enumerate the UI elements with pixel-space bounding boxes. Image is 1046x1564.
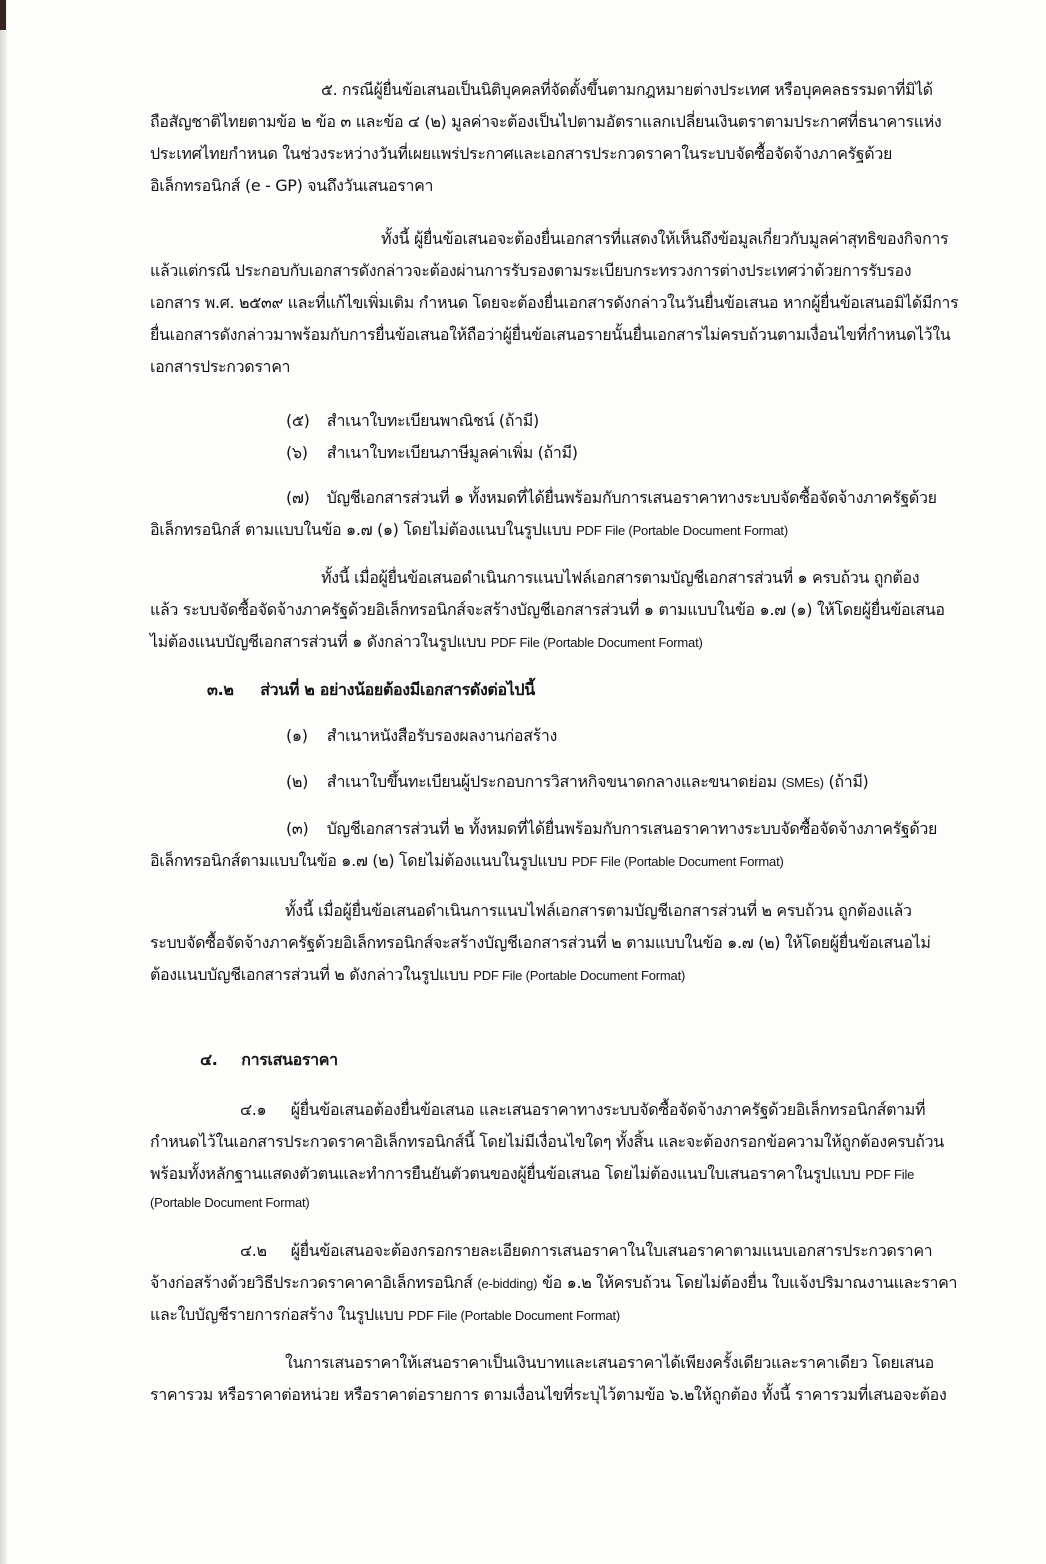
- part1-item-5-text: สำเนาใบทะเบียนพาณิชน์ (ถ้ามี): [326, 411, 539, 430]
- part2-note-line-1: ทั้งนี้ เมื่อผู้ยื่นข้อเสนอดำเนินการแนบไฟล์เอกสารตามบัญชีเอกสารส่วนที่ ๒ ครบถ้วน ถูกต้องแล้ว: [285, 901, 912, 920]
- clause-4-1-line-3: [150, 1163, 914, 1186]
- section5-note-line-2: แล้วแต่กรณี ประกอบกับเอกสารดังกล่าวจะต้องผ่านการรับรองตามระเบียบกระทรวงการต่างประเทศว่าด้วยการรับรอง: [150, 261, 912, 280]
- part2-item-2-num: (๒): [286, 772, 308, 791]
- part2-item-2: [286, 771, 868, 794]
- part2-item-3-text: บัญชีเอกสารส่วนที่ ๒ ทั้งหมดที่ได้ยื่นพร้อมกับการเสนอราคาทางระบบจัดซื้อจัดจ้างภาครัฐด้วย: [326, 819, 938, 838]
- clause-4-1-line-2: กำหนดไว้ในเอกสารประกวดราคาอิเล็กทรอนิกส์นี้ โดยไม่มีเงื่อนไขใดๆ ทั้งสิ้น และจะต้องกรอกข้อความให้ถูกต้องครบถ้วน: [150, 1132, 944, 1151]
- pricing-note-line-2: ราคารวม หรือราคาต่อหน่วย หรือราคาต่อรายการ ตามเงื่อนไขที่ระบุไว้ตามข้อ ๖.๒ให้ถูกต้อง ทั้งนี้ ราคารวมที่เสนอจะต้อง: [150, 1385, 947, 1404]
- clause-4-1-line-3-thai: พร้อมทั้งหลักฐานแสดงตัวตนและทำการยืนยันตัวตนของผู้ยื่นข้อเสนอ โดยไม่ต้องแนบใบเสนอราคาในรูปแบบ: [150, 1164, 861, 1183]
- section4-heading: [200, 1049, 338, 1071]
- part2-heading-text: ส่วนที่ ๒ อย่างน้อยต้องมีเอกสารดังต่อไปนี้: [260, 680, 535, 699]
- part2-item-1-num: (๑): [286, 726, 308, 745]
- part1-note-line-3: [150, 631, 703, 654]
- clause-4-1-line-1: [240, 1099, 925, 1121]
- section5-note-line-4: ยื่นเอกสารดังกล่าวมาพร้อมกับการยื่นข้อเสนอให้ถือว่าผู้ยื่นข้อเสนอรายนั้นยื่นเอกสารไม่ครบถ้วนตามเงื่อนไขที่กำหนดไว้ใน: [150, 325, 951, 344]
- section5-line-2: ถือสัญชาติไทยตามข้อ ๒ ข้อ ๓ และข้อ ๔ (๒) มูลค่าจะต้องเป็นไปตามอัตราแลกเปลี่ยนเงินตราตามประกาศที่ธนาคารแห่ง: [150, 112, 942, 131]
- part1-item-5-num: (๕): [286, 411, 310, 430]
- pricing-note-line-1: ในการเสนอราคาให้เสนอราคาเป็นเงินบาทและเสนอราคาได้เพียงครั้งเดียวและราคาเดียว โดยเสนอ: [285, 1353, 934, 1372]
- clause-4-2-line-3-latin: PDF File (Portable Document Format): [408, 1308, 621, 1323]
- clause-4-2-line-3: [150, 1304, 620, 1327]
- part2-heading: [207, 679, 535, 701]
- part1-note-line-3-thai: ไม่ต้องแนบบัญชีเอกสารส่วนที่ ๑ ดังกล่าวในรูปแบบ: [150, 632, 486, 651]
- part2-item-1: [286, 725, 557, 747]
- clause-4-1-num: ๔.๑: [240, 1100, 267, 1119]
- clause-4-2-line-3-thai: และใบบัญชีรายการก่อสร้าง ในรูปแบบ: [150, 1305, 404, 1324]
- clause-4-2-text: ผู้ยื่นข้อเสนอจะต้องกรอกรายละเอียดการเสนอราคาในใบเสนอราคาตามแนบเอกสารประกวดราคา: [290, 1241, 933, 1260]
- part1-item-5: [286, 410, 539, 432]
- clause-4-1-line-3-latin: PDF File: [865, 1167, 915, 1182]
- clause-4-2-line-2-after: ข้อ ๑.๒ ให้ครบถ้วน โดยไม่ต้องยื่น ใบแจ้งปริมาณงานและราคา: [542, 1273, 958, 1292]
- section5-note-line-1: ทั้งนี้ ผู้ยื่นข้อเสนอจะต้องยื่นเอกสารที่แสดงให้เห็นถึงข้อมูลเกี่ยวกับมูลค่าสุทธิของกิจการ: [381, 229, 949, 248]
- clause-4-2-line-1: [240, 1240, 932, 1262]
- section5-note-line-3: เอกสาร พ.ศ. ๒๕๓๙ และที่แก้ไขเพิ่มเติม กำหนด โดยจะต้องยื่นเอกสารดังกล่าวในวันยื่นข้อเสนอ หากผู้ยื่นข้อเสนอมิได้มีการ: [150, 293, 959, 312]
- section5-line-3: ประเทศไทยกำหนด ในช่วงระหว่างวันที่เผยแพร่ประกาศและเอกสารประกวดราคาในระบบจัดซื้อจัดจ้างภาครัฐด้วย: [150, 144, 892, 163]
- part2-item-3-line-2: [150, 850, 784, 873]
- part2-item-2-text: สำเนาใบขึ้นทะเบียนผู้ประกอบการวิสาหกิจขนาดกลางและขนาดย่อม: [326, 772, 777, 791]
- part1-item-7-text: บัญชีเอกสารส่วนที่ ๑ ทั้งหมดที่ได้ยื่นพร้อมกับการเสนอราคาทางระบบจัดซื้อจัดจ้างภาครัฐด้วย: [326, 488, 937, 507]
- part1-note-line-3-latin: PDF File (Portable Document Format): [490, 635, 703, 650]
- part2-item-3-num: (๓): [286, 819, 309, 838]
- part1-item-7-num: (๗): [286, 488, 310, 507]
- section4-heading-text: การเสนอราคา: [241, 1050, 338, 1069]
- clause-4-1-line-4: (Portable Document Format): [150, 1195, 310, 1210]
- part1-item-6-text: สำเนาใบทะเบียนภาษีมูลค่าเพิ่ม (ถ้ามี): [326, 443, 578, 462]
- section5-line-1: ๕. กรณีผู้ยื่นข้อเสนอเป็นนิติบุคคลที่จัดตั้งขึ้นตามกฎหมายต่างประเทศ หรือบุคคลธรรมดาที่มิได้: [321, 80, 933, 99]
- clause-4-2-line-2-latin: (e-bidding): [477, 1276, 538, 1291]
- part2-item-3-line-1: [286, 818, 937, 840]
- section5-note-line-5: เอกสารประกวดราคา: [150, 357, 291, 376]
- section5-line-4: [150, 175, 433, 197]
- part1-note-line-1: ทั้งนี้ เมื่อผู้ยื่นข้อเสนอดำเนินการแนบไฟล์เอกสารตามบัญชีเอกสารส่วนที่ ๑ ครบถ้วน ถูกต้อง: [321, 568, 920, 587]
- clause-4-1-text: ผู้ยื่นข้อเสนอต้องยื่นข้อเสนอ และเสนอราคาทางระบบจัดซื้อจัดจ้างภาครัฐด้วยอิเล็กทรอนิกส์ตามที่: [290, 1100, 926, 1119]
- part2-item-3-line-2-latin: PDF File (Portable Document Format): [571, 854, 784, 869]
- part2-note-line-3-thai: ต้องแนบบัญชีเอกสารส่วนที่ ๒ ดังกล่าวในรูปแบบ: [150, 965, 469, 984]
- part2-item-3-line-2-thai: อิเล็กทรอนิกส์ตามแบบในข้อ ๑.๗ (๒) โดยไม่ต้องแนบในรูปแบบ: [150, 851, 567, 870]
- part1-item-7-line-2: [150, 519, 788, 542]
- part1-item-7-line-1: [286, 487, 937, 509]
- part1-item-7-line-2-latin: PDF File (Portable Document Format): [576, 523, 788, 538]
- part1-item-6-num: (๖): [286, 443, 308, 462]
- part2-item-2-latin: (SMEs): [781, 775, 824, 790]
- clause-4-2-num: ๔.๒: [240, 1241, 267, 1260]
- part2-item-1-text: สำเนาหนังสือรับรองผลงานก่อสร้าง: [326, 726, 557, 745]
- part2-heading-num: ๓.๒: [207, 680, 234, 699]
- clause-4-2-line-2: [150, 1272, 957, 1295]
- part2-note-line-3-latin: PDF File (Portable Document Format): [473, 968, 686, 983]
- part1-item-7-line-2-thai: อิเล็กทรอนิกส์ ตามแบบในข้อ ๑.๗ (๑) โดยไม่ต้องแนบในรูปแบบ: [150, 520, 572, 539]
- section5-line-4-text: อิเล็กทรอนิกส์ (e - GP) จนถึงวันเสนอราคา: [150, 176, 434, 195]
- part2-note-line-3: [150, 964, 685, 987]
- part1-note-line-2: แล้ว ระบบจัดซื้อจัดจ้างภาครัฐด้วยอิเล็กทรอนิกส์จะสร้างบัญชีเอกสารส่วนที่ ๑ ตามแบบในข้อ ๑.๗ (๑) ให้โดยผู้ยื่นข้อเสนอ: [150, 600, 945, 619]
- clause-4-2-line-2-before: จ้างก่อสร้างด้วยวิธีประกวดราคาคาอิเล็กทรอนิกส์: [150, 1273, 473, 1292]
- part2-note-line-2: ระบบจัดซื้อจัดจ้างภาครัฐด้วยอิเล็กทรอนิกส์จะสร้างบัญชีเอกสารส่วนที่ ๒ ตามแบบในข้อ ๑.๗ (๒) ให้โดยผู้ยื่นข้อเสนอไม่: [150, 933, 931, 952]
- part2-item-2-suffix: (ถ้ามี): [828, 772, 869, 791]
- section4-heading-num: ๔.: [200, 1050, 218, 1069]
- part1-item-6: [286, 442, 578, 464]
